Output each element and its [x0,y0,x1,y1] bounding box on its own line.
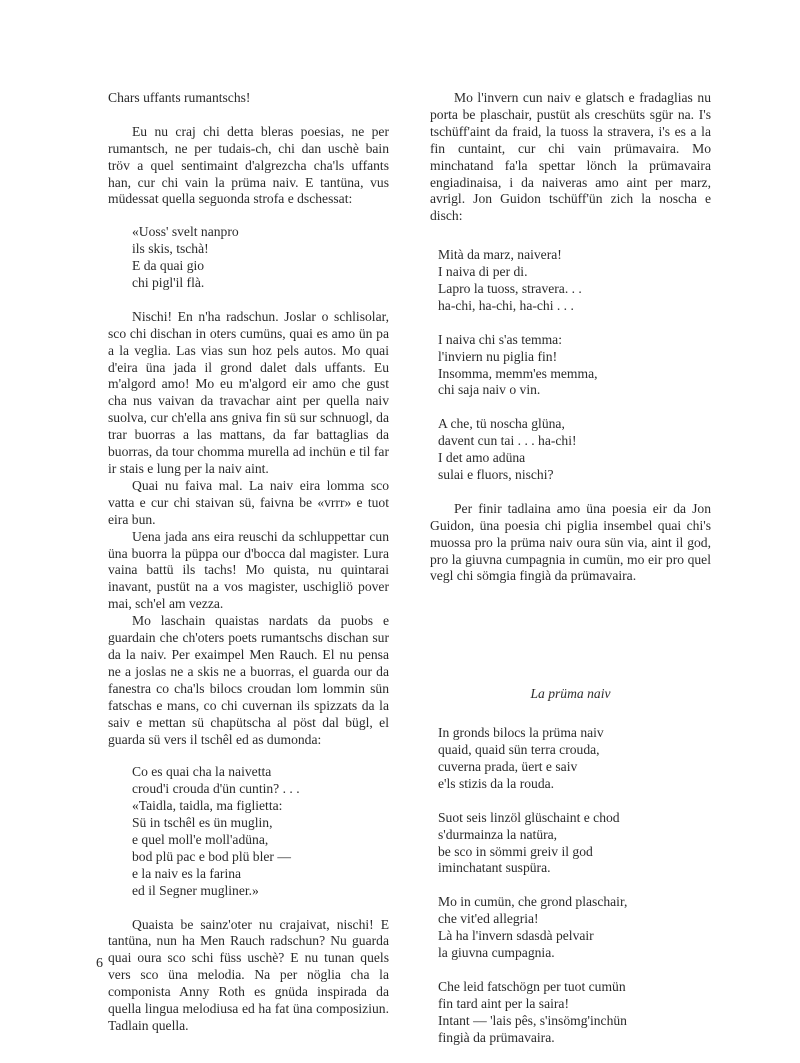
stanza [438,332,711,400]
verse-line: s'durmainza la natüra, [438,826,558,842]
verse-line: Che leid fatschögn per tuot cumün [438,978,626,994]
stanza [438,810,711,878]
verse-line: croud'i crouda d'ün cuntin? . . . [132,781,300,797]
verse-line: Lapro la tuoss, stravera. . . [438,281,582,297]
verse-quote-3 [430,247,711,484]
verse-line: ed il Segner mugliner.» [132,882,259,898]
stanza [438,894,711,962]
verse-line: l'inviern nu piglia fin! [438,348,558,364]
verse-line: I naiva chi s'as temma: [438,331,562,347]
paragraph: Quai nu faiva mal. La naiv eira lomma sco vatta e cur chi staivan sü, faivna be «vrrr» e tuot eira bun. [108,477,389,527]
page-number: 6 [96,956,103,971]
verse-line: Insomma, memm'es memma, [438,365,598,381]
verse-line: E da quai gio [132,258,205,274]
verse-line: Suot seis linzöl glüschaint e chod [438,809,620,825]
verse-line: Là ha l'invern sdasdà pelvair [438,928,594,944]
verse-quote-2 [108,764,389,899]
paragraph: Quaista be sainz'oter nu crajaivat, nischi! E tantüna, nun ha Men Rauch radschun? Nu guarda quai oura sco schi füss uschè? E nu tunan quels vers sco üna melodia. Na per nöglia cha la componista Anny Roth es gnüda inspirada da quella lingua melodiusa ed ha fat üna composiziun. Tadlain quella. [108,916,389,1033]
verse-line: bod plü pac e bod plü bler — [132,848,291,864]
verse-line: che vit'ed allegria! [438,911,539,927]
verse-line: «Uoss' svelt nanpro [132,224,239,240]
verse-line: ils skis, tschà! [132,241,209,257]
verse-line: fingià da prümavaira. [438,1029,555,1045]
verse-line: Mo in cumün, che grond plaschair, [438,894,628,910]
verse-quote-1 [108,224,389,292]
verse-line: I naiva di per di. [438,264,528,280]
verse-line: A che, tü noscha glüna, [438,416,565,432]
verse-line: fin tard aint per la saira! [438,995,569,1011]
paragraph: Per finir tadlaina amo üna poesia eir da Jon Guidon, üna poesia chi piglia insembel quai chi's muossa pro la prüma naiv oura sün via, aint il god, pro la giuvna cumpagnia in cumün, mo eir pro quel vegl chi sömgia fingià da prümavaira. [430,500,711,584]
greeting: Chars uffants rumantschs! [108,90,251,105]
stanza [438,725,711,793]
paragraph: Uena jada ans eira reuschi da schluppettar cun üna buorra la püppa our d'bocca dal magister. Lura vaina battü ils tachs! Mo quista, nu quintarai inavant, pustüt na a vos magister, uschigliö pover mai, sch'el am vezza. [108,528,389,612]
verse-line: chi saja naiv o vin. [438,382,541,398]
left-column [108,90,389,1035]
verse-line: e'ls stizis da la rouda. [438,775,555,791]
verse-line: «Taidla, taidla, ma figlietta: [132,798,283,814]
verse-line: iminchatant suspüra. [438,860,551,876]
verse-line: sulai e fluors, nischi? [438,467,554,482]
stanza [438,416,711,484]
stanza [438,247,711,315]
poem-title: La prüma naiv [530,686,611,702]
poem [430,725,711,1046]
verse-line: In gronds bilocs la prüma naiv [438,725,604,741]
verse-line: e la naiv es la farina [132,865,242,881]
verse-line: Sü in tschêl es ün muglin, [132,815,273,831]
verse-line: Intant — 'lais pês, s'insömg'inchün [438,1012,627,1028]
paragraph: Mo l'invern cun naiv e glatsch e fradaglias nu porta be plaschair, pustüt als creschüts sgür na. I's tschüff'aint da fraid, la tuoss la stravera, i's es a la fin cuntaint, cur chi vain prümavaira. Mo minchatand fa'la spettar lönch la prümavaira engiadinaisa, i da naiveras amo aint per marz, avrigl. Jon Guidon tschüff'ün zich la noscha e disch: [430,90,711,224]
verse-line: I det amo adüna [438,450,526,466]
verse-line: davent cun tai . . . ha-chi! [438,433,577,449]
right-column [430,90,711,1063]
verse-line: Mità da marz, naivera! [438,247,562,263]
paragraph: Eu nu craj chi detta bleras poesias, ne per rumantsch, ne per tudais-ch, chi dan uschè bain tröv a quel sentimaint d'algrezcha cha'ls uffants han, cur chi vain la prüma naiv. E tantüna, vus müdessat quella seguonda strofa e dschessat: [108,123,389,207]
verse-line: ha-chi, ha-chi, ha-chi . . . [438,297,574,313]
paragraph: Nischi! En n'ha radschun. Joslar o schlisolar, sco chi dischan in oters cumüns, quai es amo ün pa a la veglia. Las vias sun hoz pels autos. Mo quai d'eira üna jada il grond dalet dals uffants. Eu m'algord amo! Mo eu m'algord eir amo che gust cha nus vaivan da travachar aint per quella naiv suolva, cur ch'ella ans gniva fin sü sur schnuogl, da trar buorras a las mattans, da far battaglias da buorras, da tour chomma murella ad inchün e til far ir stais e lung per la naiv aint. [108,308,389,476]
verse-line: be sco in sömmi greiv il god [438,843,593,859]
verse-line: quaid, quaid sün terra crouda, [438,742,600,758]
paragraph: Mo laschain quaistas nardats da puobs e guardain che ch'oters poets rumantschs dischan sur da la naiv. Per exaimpel Men Rauch. El nu pensa ne a joslas ne a skis ne a buorras, el guarda our da fanestra co cha'ls bilocs croudan lom lommin sün fatschas e mans, co chi cuvernan ils spizzats da la saiv e mettan sü chapütscha al pöst dal bügl, el guarda sü vers il tschêl ed as dumonda: [108,613,389,747]
verse-line: cuverna prada, üert e saiv [438,759,578,775]
verse-line: e quel moll'e moll'adüna, [132,832,269,848]
stanza [438,979,711,1047]
verse-line: la giuvna cumpagnia. [438,944,555,960]
verse-line: Co es quai cha la naivetta [132,764,272,780]
verse-line: chi pigl'il flà. [132,275,205,291]
